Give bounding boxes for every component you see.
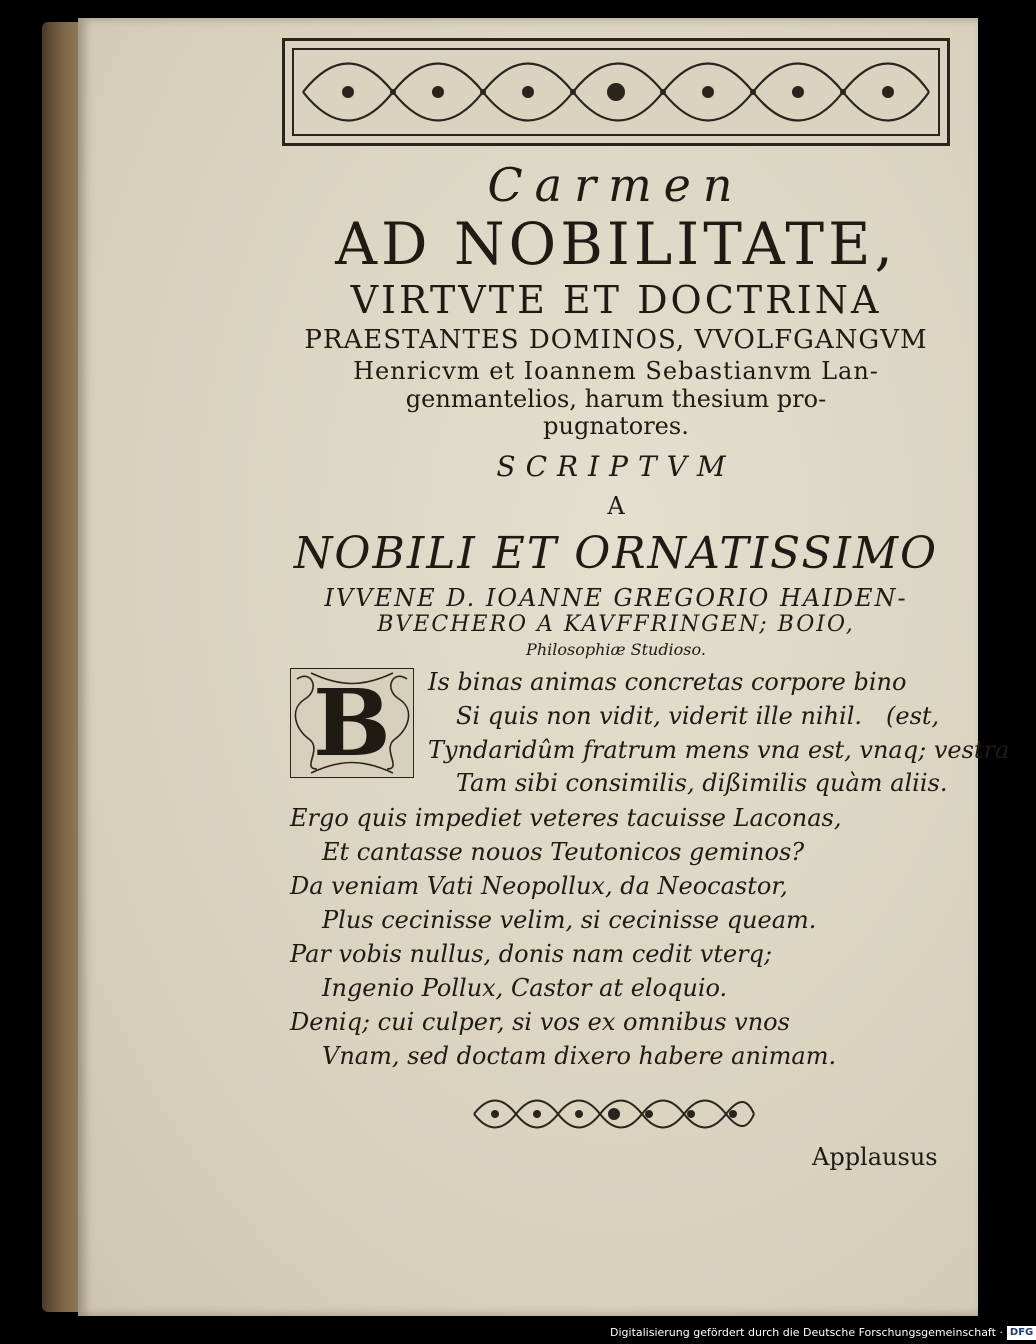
title-line-5: genmantelios, harum thesium pro- — [405, 385, 827, 413]
verse-continuation: (est, — [886, 702, 940, 730]
digitization-footer — [610, 1324, 1034, 1342]
tailpiece-pattern — [468, 1092, 760, 1136]
dfg-logo: DFG — [1007, 1326, 1036, 1340]
tailpiece-ornament — [468, 1092, 760, 1140]
catchword: Applausus — [812, 1143, 938, 1171]
byline-buechero: BVECHERO A KAVFFRINGEN; BOIO, — [377, 612, 855, 637]
verse-line: Tyndaridûm fratrum mens vna est, vnaq; vestra — [428, 736, 1010, 764]
verse-line: Plus cecinisse velim, si cecinisse queam. — [322, 906, 817, 934]
title-line-2: VIRTVTE ET DOCTRINA — [350, 278, 882, 322]
verse-line: Ingenio Pollux, Castor at eloquio. — [322, 974, 728, 1002]
dropcap-letter: B — [313, 669, 391, 777]
decorated-initial — [290, 668, 414, 778]
title-carmen: Carmen — [487, 158, 745, 212]
verse-line: Is binas animas concretas corpore bino — [428, 668, 907, 696]
title-line-4: Henricvm et Ioannem Sebastianvm Lan- — [353, 357, 879, 385]
headpiece-pattern — [293, 49, 939, 135]
title-line-3: PRAESTANTES DOMINOS, VVOLFGANGVM — [304, 325, 928, 355]
byline-nobili: NOBILI ET ORNATISSIMO — [293, 528, 939, 579]
byline-scriptum: SCRIPTVM — [496, 450, 736, 483]
verse-line: Da veniam Vati Neopollux, da Neocastor, — [290, 872, 788, 900]
footer-text: Digitalisierung gefördert durch die Deutsche Forschungsgemeinschaft · — [610, 1326, 1003, 1339]
byline-a: A — [607, 492, 625, 520]
title-line-6: pugnatores. — [543, 412, 689, 440]
title-line-1: AD NOBILITATE, — [335, 210, 897, 278]
byline-philosophiae: Philosophiæ Studioso. — [526, 640, 706, 659]
verse-line: Et cantasse nouos Teutonicos geminos? — [322, 838, 805, 866]
verse-line: Tam sibi consimilis, dißimilis quàm aliis. — [456, 769, 948, 797]
headpiece-ornament — [282, 38, 950, 146]
verse-line: Par vobis nullus, donis nam cedit vterq; — [290, 940, 773, 968]
verse-line: Deniq; cui culper, si vos ex omnibus vnos — [290, 1008, 790, 1036]
verse-line: Ergo quis impediet veteres tacuisse Laconas, — [290, 804, 842, 832]
byline-iuvene: IVVENE D. IOANNE GREGORIO HAIDEN- — [324, 584, 908, 612]
verse-line: Si quis non vidit, viderit ille nihil. — [456, 702, 863, 730]
verse-line: Vnam, sed doctam dixero habere animam. — [322, 1042, 837, 1070]
